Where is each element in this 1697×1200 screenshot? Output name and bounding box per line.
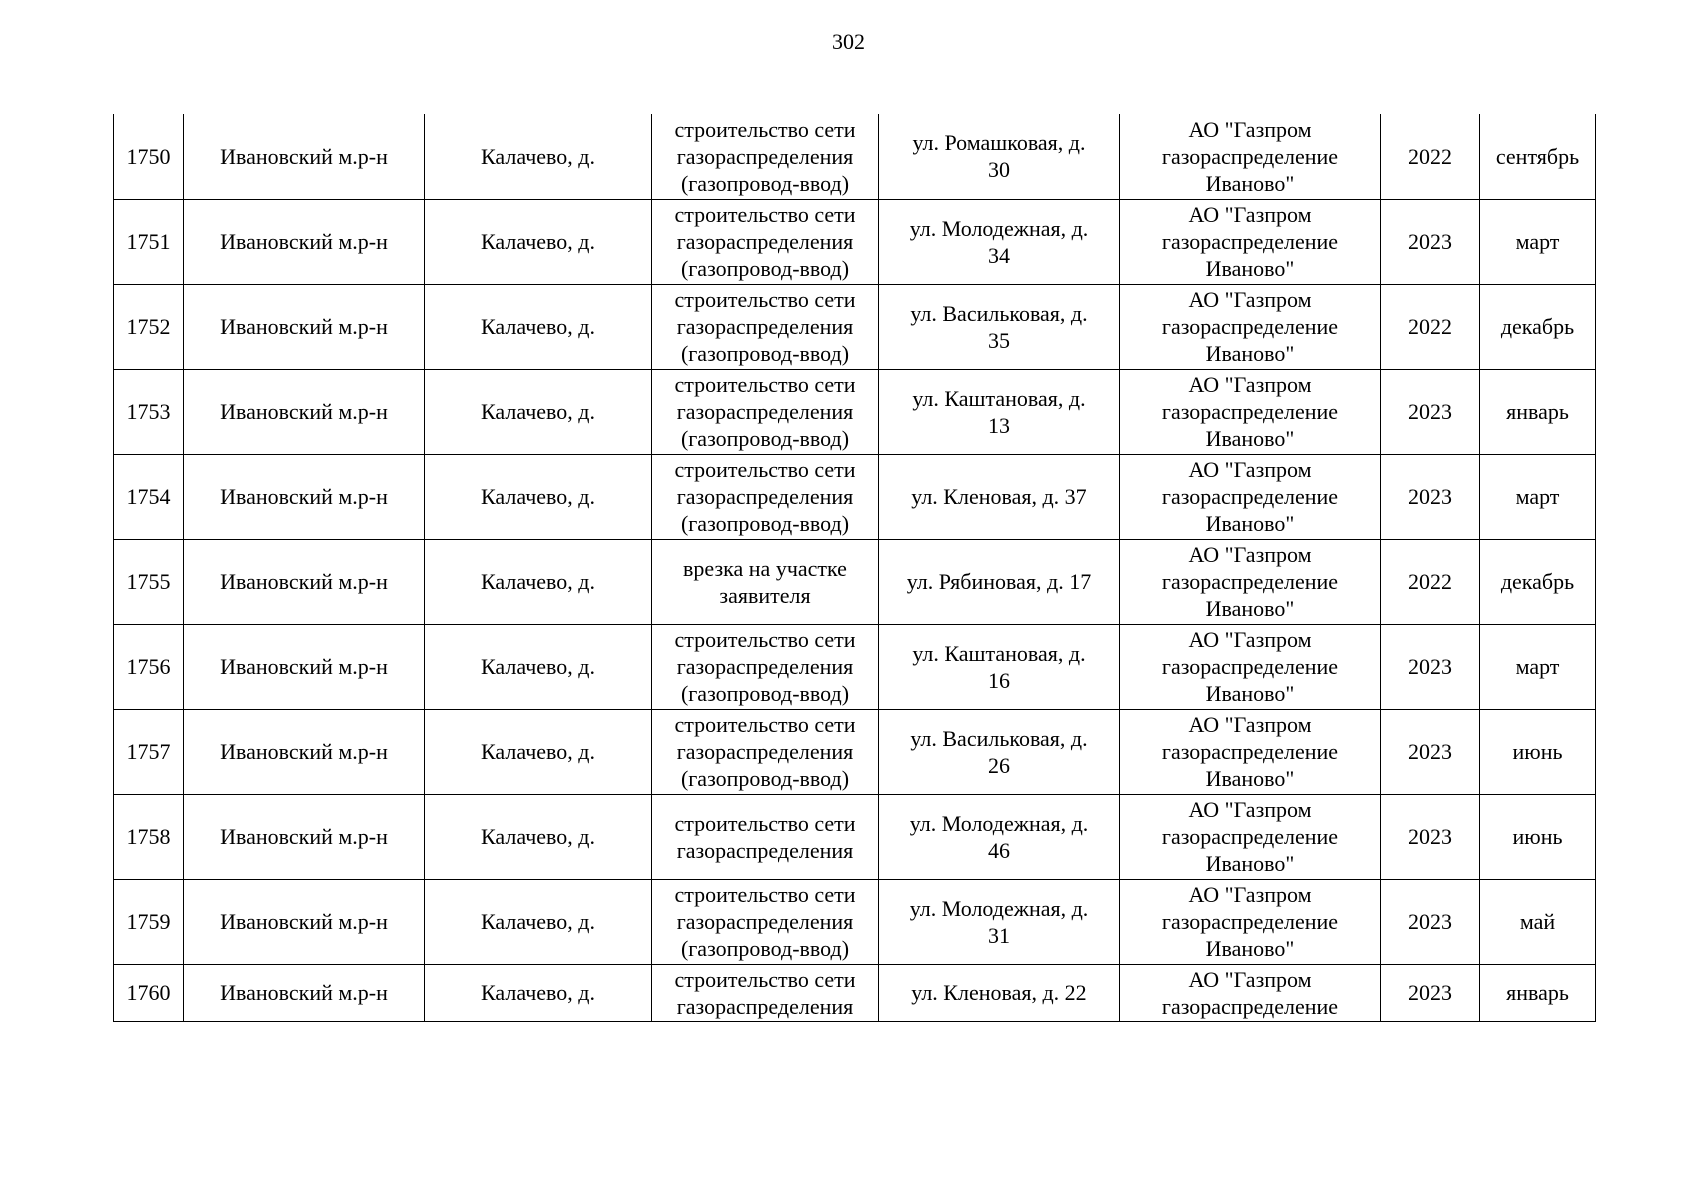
address-cell: [879, 794, 1120, 879]
settlement-cell: [425, 879, 652, 964]
address-cell-text: ул. Молодежная, д. 46: [909, 810, 1089, 863]
organization-cell-text: АО "Газпром газораспределение Иваново": [1161, 797, 1339, 876]
month-cell-text: декабрь: [1500, 314, 1575, 339]
work-type-cell-text: строительство сети газораспределения: [674, 966, 856, 1019]
settlement-cell: [425, 454, 652, 539]
settlement-cell-text: Калачево, д.: [481, 824, 595, 849]
row-number-cell: [114, 539, 184, 624]
settlement-cell-text: Калачево, д.: [481, 399, 595, 424]
row-number-cell: [114, 709, 184, 794]
work-type-cell: [652, 114, 879, 199]
table-row: [114, 879, 1596, 964]
work-type-cell: [652, 709, 879, 794]
year-cell-text: 2023: [1408, 739, 1452, 764]
year-cell-text: 2023: [1408, 484, 1452, 509]
row-number-cell-text: 1759: [126, 909, 171, 934]
organization-cell-text: АО "Газпром газораспределение Иваново": [1161, 202, 1339, 281]
work-type-cell: [652, 369, 879, 454]
address-cell: [879, 964, 1120, 1021]
month-cell: [1480, 794, 1596, 879]
year-cell-text: 2023: [1408, 654, 1452, 679]
settlement-cell-text: Калачево, д.: [481, 143, 595, 169]
district-cell: [184, 624, 425, 709]
year-cell-text: 2023: [1408, 229, 1452, 254]
district-cell: [184, 964, 425, 1021]
row-number-cell: [114, 879, 184, 964]
settlement-cell-text: Калачево, д.: [481, 909, 595, 934]
work-type-cell: [652, 794, 879, 879]
settlement-cell: [425, 964, 652, 1021]
month-cell: [1480, 454, 1596, 539]
work-type-cell: [652, 624, 879, 709]
address-cell-text: ул. Рябиновая, д. 17: [906, 569, 1092, 594]
district-cell-text: Ивановский м.р-н: [220, 569, 388, 594]
row-number-cell-text: 1758: [126, 824, 171, 849]
work-type-cell-text: строительство сети газораспределения (газопровод-ввод): [674, 457, 856, 536]
district-cell: [184, 794, 425, 879]
settlement-cell: [425, 369, 652, 454]
table-row: [114, 284, 1596, 369]
row-number-cell: [114, 624, 184, 709]
organization-cell-text: АО "Газпром газораспределение Иваново": [1161, 712, 1339, 791]
table-row: [114, 709, 1596, 794]
month-cell-text: март: [1515, 484, 1560, 509]
organization-cell: [1120, 114, 1381, 199]
address-cell: [879, 879, 1120, 964]
work-type-cell: [652, 199, 879, 284]
year-cell-text: 2022: [1408, 569, 1452, 594]
organization-cell: [1120, 794, 1381, 879]
district-cell-text: Ивановский м.р-н: [220, 739, 388, 764]
address-cell-text: ул. Васильковая, д. 26: [910, 725, 1088, 778]
district-cell-text: Ивановский м.р-н: [220, 484, 388, 509]
year-cell: [1381, 284, 1480, 369]
month-cell-text: май: [1519, 909, 1556, 934]
work-type-cell-text: строительство сети газораспределения: [674, 810, 856, 863]
settlement-cell: [425, 199, 652, 284]
work-type-cell-text: строительство сети газораспределения (газопровод-ввод): [674, 882, 856, 961]
table-row: [114, 369, 1596, 454]
table-row: [114, 114, 1596, 199]
row-number-cell: [114, 454, 184, 539]
table-row: [114, 624, 1596, 709]
address-cell-text: ул. Васильковая, д. 35: [910, 300, 1088, 353]
settlement-cell-text: Калачево, д.: [481, 484, 595, 509]
work-type-cell: [652, 454, 879, 539]
row-number-cell-text: 1760: [126, 980, 171, 1005]
organization-cell-text: АО "Газпром газораспределение Иваново": [1161, 882, 1339, 961]
year-cell-text: 2023: [1408, 824, 1452, 849]
organization-cell: [1120, 199, 1381, 284]
year-cell: [1381, 794, 1480, 879]
address-cell: [879, 199, 1120, 284]
district-cell: [184, 879, 425, 964]
organization-cell: [1120, 709, 1381, 794]
address-cell-text: ул. Каштановая, д. 16: [912, 640, 1086, 693]
address-cell: [879, 454, 1120, 539]
year-cell-text: 2022: [1408, 143, 1452, 169]
month-cell-text: сентябрь: [1495, 143, 1580, 169]
row-number-cell-text: 1752: [126, 314, 171, 339]
address-cell: [879, 624, 1120, 709]
district-cell-text: Ивановский м.р-н: [220, 143, 388, 169]
month-cell-text: июнь: [1512, 824, 1563, 849]
year-cell-text: 2023: [1408, 980, 1452, 1005]
organization-cell: [1120, 284, 1381, 369]
work-type-cell-text: врезка на участке заявителя: [683, 555, 847, 608]
organization-cell-text: АО "Газпром газораспределение Иваново": [1161, 287, 1339, 366]
month-cell: [1480, 284, 1596, 369]
settlement-cell: [425, 114, 652, 199]
district-cell: [184, 709, 425, 794]
year-cell: [1381, 624, 1480, 709]
year-cell: [1381, 964, 1480, 1021]
organization-cell: [1120, 624, 1381, 709]
address-cell: [879, 369, 1120, 454]
organization-cell: [1120, 539, 1381, 624]
district-cell-text: Ивановский м.р-н: [220, 229, 388, 254]
row-number-cell-text: 1753: [126, 399, 171, 424]
month-cell: [1480, 964, 1596, 1021]
district-cell-text: Ивановский м.р-н: [220, 824, 388, 849]
settlement-cell: [425, 539, 652, 624]
address-cell-text: ул. Кленовая, д. 37: [911, 484, 1087, 509]
work-type-cell-text: строительство сети газораспределения (газопровод-ввод): [674, 712, 856, 791]
year-cell: [1381, 454, 1480, 539]
address-cell-text: ул. Молодежная, д. 31: [909, 895, 1089, 948]
address-cell: [879, 539, 1120, 624]
work-type-cell: [652, 284, 879, 369]
address-cell-text: ул. Кленовая, д. 22: [911, 980, 1087, 1005]
address-cell: [879, 114, 1120, 199]
month-cell-text: март: [1515, 654, 1560, 679]
year-cell: [1381, 539, 1480, 624]
row-number-cell-text: 1757: [126, 739, 171, 764]
month-cell: [1480, 709, 1596, 794]
settlement-cell: [425, 794, 652, 879]
settlement-cell: [425, 624, 652, 709]
row-number-cell-text: 1754: [126, 484, 171, 509]
table-row: [114, 454, 1596, 539]
year-cell: [1381, 369, 1480, 454]
table-row: [114, 964, 1596, 1021]
month-cell: [1480, 539, 1596, 624]
row-number-cell: [114, 114, 184, 199]
address-cell: [879, 709, 1120, 794]
address-cell: [879, 284, 1120, 369]
work-type-cell-text: строительство сети газораспределения (газопровод-ввод): [674, 202, 856, 281]
settlement-cell-text: Калачево, д.: [481, 229, 595, 254]
address-cell-text: ул. Молодежная, д. 34: [909, 215, 1089, 268]
month-cell: [1480, 114, 1596, 199]
month-cell: [1480, 199, 1596, 284]
work-type-cell-text: строительство сети газораспределения (газопровод-ввод): [674, 116, 856, 196]
organization-cell: [1120, 454, 1381, 539]
settlement-cell: [425, 284, 652, 369]
row-number-cell-text: 1751: [126, 229, 171, 254]
organization-cell-text: АО "Газпром газораспределение Иваново": [1161, 116, 1339, 196]
page-number: 302: [832, 29, 865, 54]
month-cell-text: январь: [1506, 980, 1569, 1005]
organization-cell-text: АО "Газпром газораспределение Иваново": [1161, 372, 1339, 451]
district-cell: [184, 369, 425, 454]
month-cell-text: март: [1515, 229, 1560, 254]
district-cell-text: Ивановский м.р-н: [220, 654, 388, 679]
row-number-cell-text: 1750: [126, 143, 171, 169]
row-number-cell: [114, 284, 184, 369]
month-cell-text: декабрь: [1500, 569, 1575, 594]
table-row: [114, 199, 1596, 284]
table-body: [114, 114, 1596, 1021]
row-number-cell: [114, 964, 184, 1021]
district-cell: [184, 284, 425, 369]
organization-cell: [1120, 369, 1381, 454]
district-cell: [184, 114, 425, 199]
year-cell: [1381, 709, 1480, 794]
month-cell: [1480, 369, 1596, 454]
organization-cell: [1120, 964, 1381, 1021]
row-number-cell-text: 1755: [126, 569, 171, 594]
month-cell: [1480, 624, 1596, 709]
row-number-cell: [114, 794, 184, 879]
organization-cell-text: АО "Газпром газораспределение Иваново": [1161, 542, 1339, 621]
gas-connection-table: [113, 114, 1596, 1022]
organization-cell-text: АО "Газпром газораспределение: [1161, 966, 1339, 1019]
settlement-cell-text: Калачево, д.: [481, 980, 595, 1005]
district-cell: [184, 539, 425, 624]
address-cell-text: ул. Каштановая, д. 13: [912, 385, 1086, 438]
settlement-cell-text: Калачево, д.: [481, 569, 595, 594]
row-number-cell: [114, 199, 184, 284]
settlement-cell: [425, 709, 652, 794]
district-cell-text: Ивановский м.р-н: [220, 980, 388, 1005]
work-type-cell-text: строительство сети газораспределения (газопровод-ввод): [674, 287, 856, 366]
year-cell-text: 2022: [1408, 314, 1452, 339]
year-cell: [1381, 879, 1480, 964]
table-row: [114, 539, 1596, 624]
table-row: [114, 794, 1596, 879]
row-number-cell-text: 1756: [126, 654, 171, 679]
month-cell-text: январь: [1506, 399, 1569, 424]
settlement-cell-text: Калачево, д.: [481, 654, 595, 679]
month-cell: [1480, 879, 1596, 964]
work-type-cell-text: строительство сети газораспределения (газопровод-ввод): [674, 372, 856, 451]
district-cell-text: Ивановский м.р-н: [220, 399, 388, 424]
month-cell-text: июнь: [1512, 739, 1563, 764]
settlement-cell-text: Калачево, д.: [481, 739, 595, 764]
year-cell-text: 2023: [1408, 909, 1452, 934]
settlement-cell-text: Калачево, д.: [481, 314, 595, 339]
year-cell: [1381, 114, 1480, 199]
district-cell-text: Ивановский м.р-н: [220, 314, 388, 339]
work-type-cell: [652, 879, 879, 964]
address-cell-text: ул. Ромашковая, д. 30: [912, 130, 1086, 183]
row-number-cell: [114, 369, 184, 454]
year-cell: [1381, 199, 1480, 284]
organization-cell-text: АО "Газпром газораспределение Иваново": [1161, 627, 1339, 706]
organization-cell: [1120, 879, 1381, 964]
year-cell-text: 2023: [1408, 399, 1452, 424]
work-type-cell: [652, 964, 879, 1021]
work-type-cell-text: строительство сети газораспределения (газопровод-ввод): [674, 627, 856, 706]
work-type-cell: [652, 539, 879, 624]
district-cell: [184, 454, 425, 539]
organization-cell-text: АО "Газпром газораспределение Иваново": [1161, 457, 1339, 536]
district-cell-text: Ивановский м.р-н: [220, 909, 388, 934]
district-cell: [184, 199, 425, 284]
